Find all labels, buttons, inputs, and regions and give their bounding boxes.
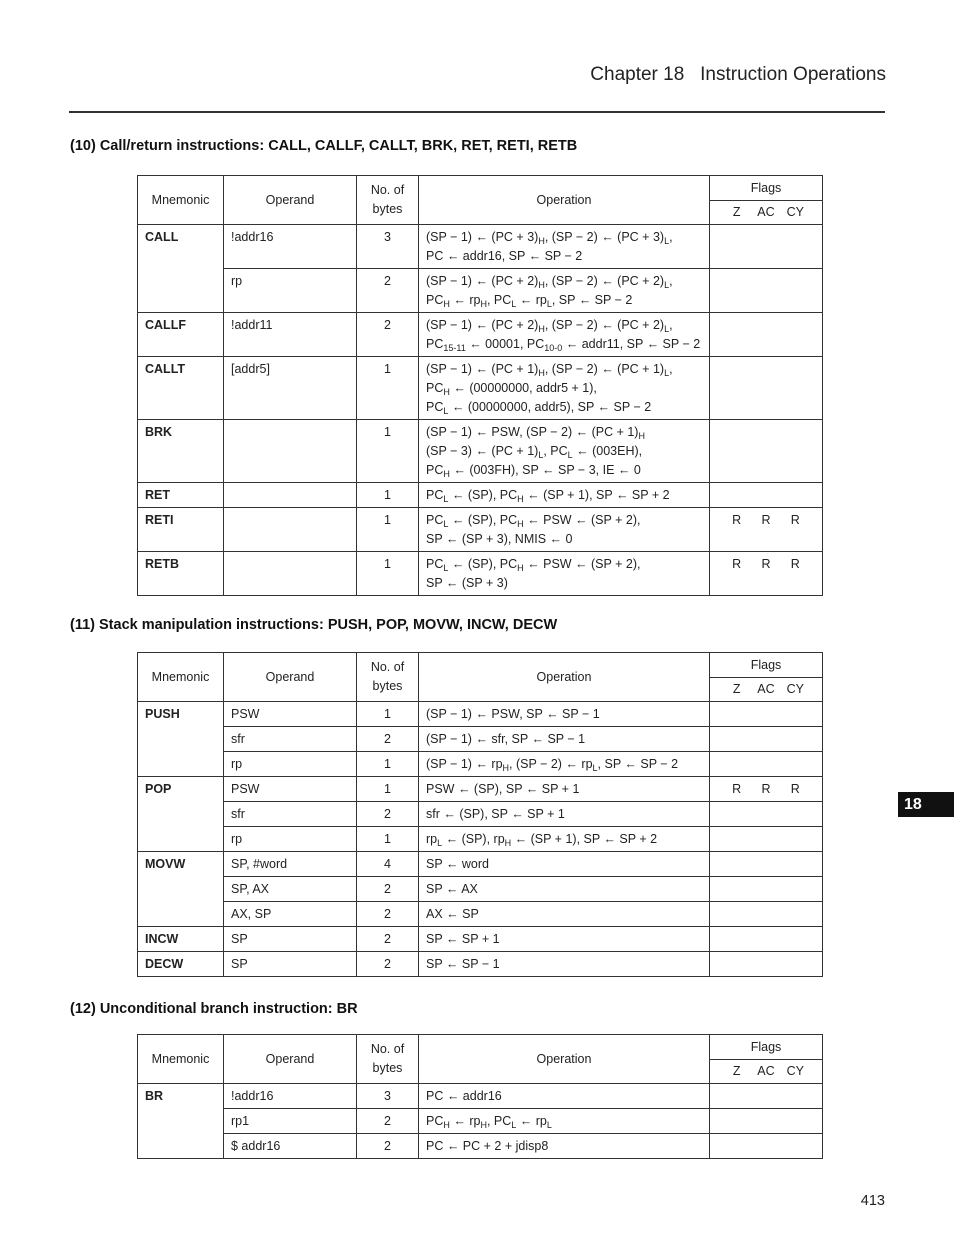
instruction-row	[138, 902, 823, 927]
operation-cell	[419, 877, 710, 902]
flag-z-value: R	[732, 782, 742, 796]
mnemonic-cell	[138, 1109, 224, 1134]
bytes-cell: 2	[357, 877, 419, 902]
flags-cell	[710, 508, 823, 552]
operation-line: $PC_H$ ← (00000000, addr5 + 1),	[426, 381, 597, 397]
operand-cell: SP	[224, 952, 357, 977]
mnemonic-cell	[138, 1134, 224, 1159]
operand-cell: AX, SP	[224, 902, 357, 927]
instruction-row	[138, 827, 823, 852]
mnemonic-cell	[138, 827, 224, 852]
flag-z-value: R	[732, 513, 742, 527]
operation-line: $PC_H$ ← (003FH), SP ← SP − 3, IE ← 0	[426, 463, 641, 479]
flags-cell	[710, 225, 823, 269]
operation-cell	[419, 225, 710, 269]
col-operand: Operand	[224, 653, 357, 702]
operand-cell: SP	[224, 927, 357, 952]
bytes-cell: 2	[357, 902, 419, 927]
col-bytes: No. of bytes	[357, 176, 419, 225]
flags-cell	[710, 702, 823, 727]
header-row	[138, 176, 823, 201]
col-flag-names	[710, 1060, 823, 1084]
bytes-cell: 1	[357, 357, 419, 420]
bytes-cell: 1	[357, 752, 419, 777]
flag-cy-value: R	[790, 557, 800, 571]
flag-cy-label: CY	[786, 1064, 804, 1078]
header-row	[138, 653, 823, 678]
operand-cell: sfr	[224, 727, 357, 752]
instruction-row	[138, 269, 823, 313]
call-return-table	[137, 175, 823, 596]
bytes-cell: 2	[357, 727, 419, 752]
operation-line: AX ← SP	[426, 907, 479, 921]
header-rule	[69, 111, 885, 113]
operation-line: (SP − 1) ← sfr, SP ← SP − 1	[426, 732, 586, 746]
col-operation: Operation	[419, 1035, 710, 1084]
operation-line: $PC_L$ ← (SP), $PC_H$ ← PSW ← (SP + 2),	[426, 557, 641, 573]
operation-cell	[419, 752, 710, 777]
instruction-row	[138, 313, 823, 357]
operation-cell	[419, 508, 710, 552]
flag-ac-value: R	[761, 557, 771, 571]
col-flags: Flags	[710, 1035, 823, 1060]
instruction-row	[138, 702, 823, 727]
operand-cell	[224, 552, 357, 596]
operand-cell: rp	[224, 827, 357, 852]
col-mnemonic: Mnemonic	[138, 176, 224, 225]
flags-cell	[710, 802, 823, 827]
operation-cell	[419, 852, 710, 877]
operand-cell	[224, 483, 357, 508]
operation-line: $PC_H$ ← $rp_H$, $PC_L$ ← $rp_L$	[426, 1114, 552, 1130]
operand-cell: rp	[224, 269, 357, 313]
col-bytes: No. of bytes	[357, 1035, 419, 1084]
operand-cell	[224, 508, 357, 552]
mnemonic-cell: RET	[138, 483, 224, 508]
flags-cell	[710, 420, 823, 483]
operation-cell	[419, 1109, 710, 1134]
operation-line: PSW ← (SP), SP ← SP + 1	[426, 782, 580, 796]
mnemonic-cell: CALL	[138, 225, 224, 269]
instruction-row	[138, 1134, 823, 1159]
col-operation: Operation	[419, 176, 710, 225]
operation-cell	[419, 1134, 710, 1159]
instruction-row	[138, 852, 823, 877]
operand-cell: sfr	[224, 802, 357, 827]
mnemonic-cell: BR	[138, 1084, 224, 1109]
flags-cell	[710, 852, 823, 877]
mnemonic-cell	[138, 902, 224, 927]
operation-line: (SP − 1) ← $rp_H$, (SP − 2) ← $rp_L$, SP ← SP − 2	[426, 757, 679, 773]
mnemonic-cell: DECW	[138, 952, 224, 977]
bytes-cell: 1	[357, 420, 419, 483]
operation-line: $PC_L$ ← (SP), $PC_H$ ← PSW ← (SP + 2),	[426, 513, 641, 529]
operation-cell	[419, 727, 710, 752]
section-heading-stack: (11) Stack manipulation instructions: PUSH, POP, MOVW, INCW, DECW	[70, 617, 558, 633]
operation-cell	[419, 952, 710, 977]
flag-ac-label: AC	[757, 682, 775, 696]
instruction-row	[138, 420, 823, 483]
operation-line: SP ← word	[426, 857, 489, 871]
instruction-row	[138, 727, 823, 752]
operation-line: SP ← (SP + 3), NMIS ← 0	[426, 532, 573, 546]
operation-line: $PC_H$ ← $rp_H$, $PC_L$ ← $rp_L$, SP ← SP − 2	[426, 293, 633, 309]
operation-line: (SP − 1) ← PSW, (SP − 2) ← $(PC + 1)_H$	[426, 425, 645, 441]
operation-line: (SP − 1) ← PSW, SP ← SP − 1	[426, 707, 600, 721]
operation-line: SP ← SP + 1	[426, 932, 500, 946]
instruction-row	[138, 357, 823, 420]
mnemonic-cell	[138, 727, 224, 752]
col-operand: Operand	[224, 1035, 357, 1084]
col-flag-names	[710, 201, 823, 225]
flags-cell	[710, 1084, 823, 1109]
col-mnemonic: Mnemonic	[138, 653, 224, 702]
mnemonic-cell: POP	[138, 777, 224, 802]
operation-cell	[419, 1084, 710, 1109]
instruction-row	[138, 952, 823, 977]
flags-cell	[710, 313, 823, 357]
operand-cell: $ addr16	[224, 1134, 357, 1159]
chapter-header: Chapter 18 Instruction Operations	[590, 64, 886, 85]
col-flag-names	[710, 678, 823, 702]
operation-line: (SP − 3) ← $(PC + 1)_L$, $PC_L$ ← (003EH),	[426, 444, 643, 460]
mnemonic-cell: RETI	[138, 508, 224, 552]
flags-cell	[710, 552, 823, 596]
bytes-cell: 3	[357, 225, 419, 269]
bytes-cell: 3	[357, 1084, 419, 1109]
bytes-cell: 2	[357, 927, 419, 952]
operation-line: SP ← (SP + 3)	[426, 576, 508, 590]
instruction-row	[138, 802, 823, 827]
operation-cell	[419, 313, 710, 357]
flags-cell	[710, 1134, 823, 1159]
operand-cell: SP, #word	[224, 852, 357, 877]
operation-cell	[419, 802, 710, 827]
chapter-tab: 18	[898, 792, 954, 817]
operand-cell	[224, 420, 357, 483]
operation-cell	[419, 552, 710, 596]
operation-cell	[419, 777, 710, 802]
instruction-row	[138, 1109, 823, 1134]
bytes-cell: 2	[357, 1109, 419, 1134]
operand-cell: !addr16	[224, 1084, 357, 1109]
mnemonic-cell: INCW	[138, 927, 224, 952]
col-flags: Flags	[710, 176, 823, 201]
operand-cell: PSW	[224, 777, 357, 802]
instruction-row	[138, 1084, 823, 1109]
operation-line: SP ← SP − 1	[426, 957, 500, 971]
branch-table	[137, 1034, 823, 1159]
operation-line: PC ← PC + 2 + jdisp8	[426, 1139, 549, 1153]
operation-cell	[419, 702, 710, 727]
mnemonic-cell: CALLF	[138, 313, 224, 357]
flag-cy-label: CY	[786, 682, 804, 696]
instruction-row	[138, 927, 823, 952]
flag-cy-value: R	[790, 782, 800, 796]
mnemonic-cell	[138, 802, 224, 827]
operation-line: (SP − 1) ← $(PC + 1)_H$, (SP − 2) ← $(PC + 1)_L$,	[426, 362, 673, 378]
bytes-cell: 1	[357, 552, 419, 596]
page-number: 413	[860, 1193, 885, 1209]
flag-ac-value: R	[761, 782, 771, 796]
flags-cell	[710, 827, 823, 852]
flag-ac-label: AC	[757, 1064, 775, 1078]
flags-cell	[710, 902, 823, 927]
flags-cell	[710, 357, 823, 420]
instruction-row	[138, 777, 823, 802]
operation-line: SP ← AX	[426, 882, 478, 896]
operation-line: $PC_L$ ← (SP), $PC_H$ ← (SP + 1), SP ← SP + 2	[426, 488, 670, 504]
bytes-cell: 4	[357, 852, 419, 877]
bytes-cell: 2	[357, 313, 419, 357]
operation-line: PC ← addr16, SP ← SP − 2	[426, 249, 583, 263]
operand-cell: SP, AX	[224, 877, 357, 902]
instruction-row	[138, 225, 823, 269]
flag-cy-label: CY	[786, 205, 804, 219]
flag-ac-value: R	[761, 513, 771, 527]
mnemonic-cell: MOVW	[138, 852, 224, 877]
operation-cell	[419, 483, 710, 508]
flags-cell	[710, 927, 823, 952]
operand-cell: !addr16	[224, 225, 357, 269]
flag-ac-label: AC	[757, 205, 775, 219]
operation-cell	[419, 269, 710, 313]
flags-cell	[710, 1109, 823, 1134]
instruction-row	[138, 552, 823, 596]
operand-cell: [addr5]	[224, 357, 357, 420]
header-row	[138, 1035, 823, 1060]
mnemonic-cell	[138, 877, 224, 902]
operand-cell: rp	[224, 752, 357, 777]
operand-cell: !addr11	[224, 313, 357, 357]
stack-table	[137, 652, 823, 977]
operation-cell	[419, 357, 710, 420]
operation-line: $rp_L$ ← (SP), $rp_H$ ← (SP + 1), SP ← SP + 2	[426, 832, 658, 848]
flags-cell	[710, 269, 823, 313]
bytes-cell: 2	[357, 1134, 419, 1159]
operation-line: sfr ← (SP), SP ← SP + 1	[426, 807, 565, 821]
flag-z-label: Z	[732, 1064, 741, 1078]
col-flags: Flags	[710, 653, 823, 678]
operand-cell: PSW	[224, 702, 357, 727]
col-operand: Operand	[224, 176, 357, 225]
bytes-cell: 1	[357, 508, 419, 552]
flags-cell	[710, 727, 823, 752]
flags-cell	[710, 483, 823, 508]
mnemonic-cell: PUSH	[138, 702, 224, 727]
instruction-row	[138, 508, 823, 552]
col-bytes: No. of bytes	[357, 653, 419, 702]
section-heading-call-return: (10) Call/return instructions: CALL, CALLF, CALLT, BRK, RET, RETI, RETB	[70, 138, 578, 154]
flags-cell	[710, 777, 823, 802]
bytes-cell: 2	[357, 802, 419, 827]
section-heading-branch: (12) Unconditional branch instruction: BR	[70, 1001, 358, 1017]
flag-cy-value: R	[790, 513, 800, 527]
flag-z-label: Z	[732, 682, 741, 696]
bytes-cell: 2	[357, 952, 419, 977]
mnemonic-cell: BRK	[138, 420, 224, 483]
bytes-cell: 1	[357, 827, 419, 852]
flag-z-value: R	[732, 557, 742, 571]
bytes-cell: 1	[357, 777, 419, 802]
operation-line: (SP − 1) ← $(PC + 2)_H$, (SP − 2) ← $(PC + 2)_L$,	[426, 274, 673, 290]
operation-cell	[419, 827, 710, 852]
instruction-row	[138, 483, 823, 508]
operation-line: (SP − 1) ← $(PC + 2)_H$, (SP − 2) ← $(PC + 2)_L$,	[426, 318, 673, 334]
operation-line: $PC_L$ ← (00000000, addr5), SP ← SP − 2	[426, 400, 652, 416]
bytes-cell: 2	[357, 269, 419, 313]
flags-cell	[710, 752, 823, 777]
operand-cell: rp1	[224, 1109, 357, 1134]
col-operation: Operation	[419, 653, 710, 702]
operation-cell	[419, 927, 710, 952]
flags-cell	[710, 877, 823, 902]
instruction-row	[138, 752, 823, 777]
operation-line: PC ← addr16	[426, 1089, 502, 1103]
operation-line: $PC_{15-11}$ ← 00001, $PC_{10-0}$ ← addr11, SP ← SP − 2	[426, 337, 701, 353]
operation-cell	[419, 902, 710, 927]
mnemonic-cell	[138, 752, 224, 777]
mnemonic-cell: RETB	[138, 552, 224, 596]
instruction-row	[138, 877, 823, 902]
operation-line: (SP − 1) ← $(PC + 3)_H$, (SP − 2) ← $(PC + 3)_L$,	[426, 230, 673, 246]
mnemonic-cell: CALLT	[138, 357, 224, 420]
mnemonic-cell	[138, 269, 224, 313]
bytes-cell: 1	[357, 702, 419, 727]
col-mnemonic: Mnemonic	[138, 1035, 224, 1084]
flags-cell	[710, 952, 823, 977]
operation-cell	[419, 420, 710, 483]
bytes-cell: 1	[357, 483, 419, 508]
flag-z-label: Z	[732, 205, 741, 219]
